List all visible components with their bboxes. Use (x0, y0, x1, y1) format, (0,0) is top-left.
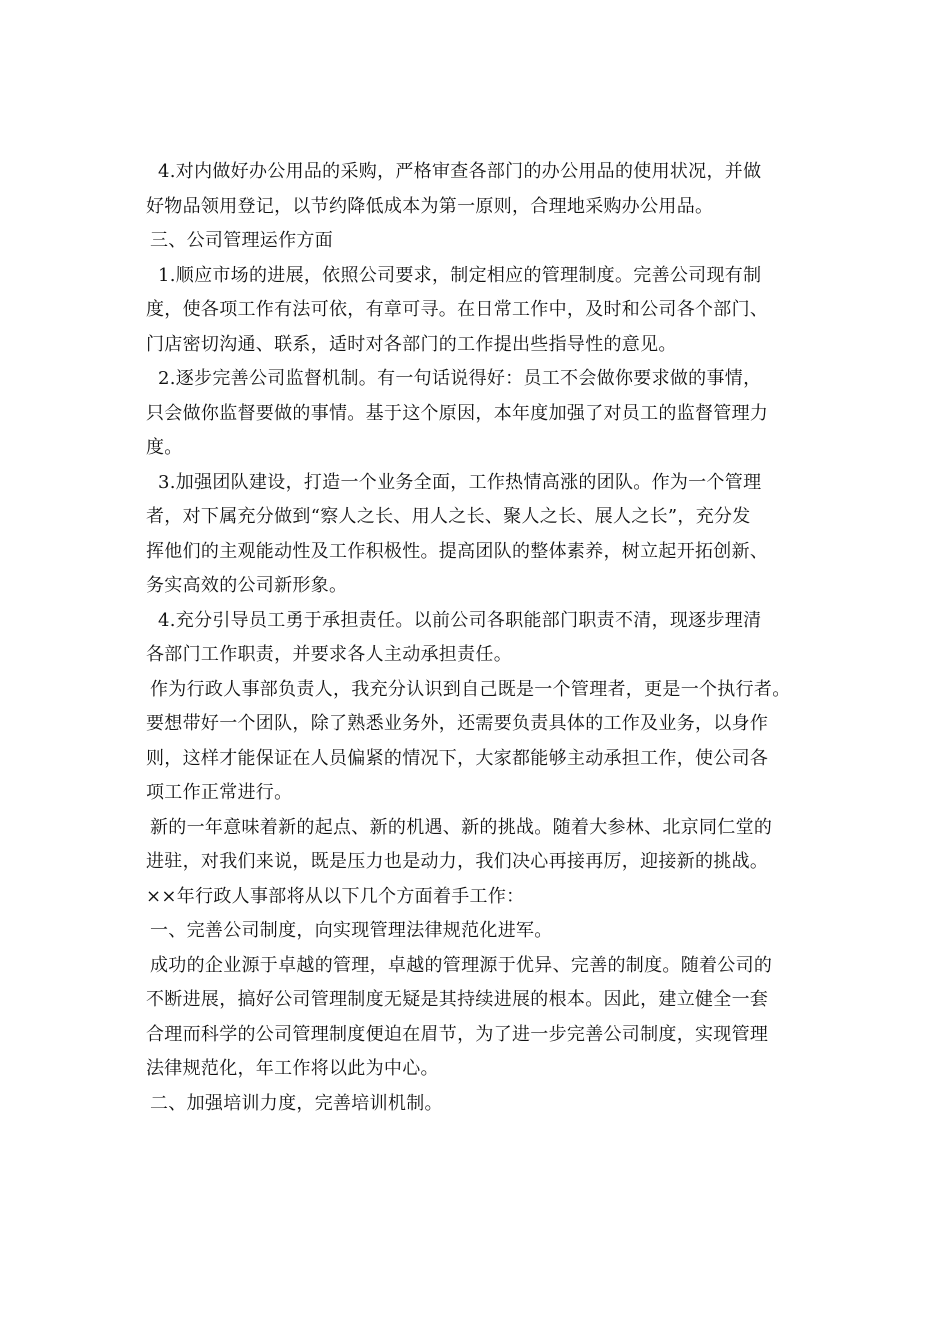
paragraph-line: 度。 (146, 437, 183, 458)
paragraph-line: 法律规范化，年工作将以此为中心。 (146, 1058, 439, 1079)
paragraph-line: 作为行政人事部负责人，我充分认识到自己既是一个管理者，更是一个执行者。 (150, 678, 791, 700)
paragraph-line: 度，使各项工作有法可依，有章可寻。在日常工作中，及时和公司各个部门、 (146, 299, 769, 320)
paragraph-line: 不断进展，搞好公司管理制度无疑是其持续进展的根本。因此，建立健全一套 (146, 989, 769, 1010)
paragraph-line: ××年行政人事部将从以下几个方面着手工作： (146, 885, 525, 907)
paragraph-line: 成功的企业源于卓越的管理，卓越的管理源于优异、完善的制度。随着公司的 (150, 954, 773, 976)
paragraph-line: 各部门工作职责，并要求各人主动承担责任。 (146, 644, 512, 665)
paragraph-line: 2.逐步完善公司监督机制。有一句话说得好：员工不会做你要求做的事情， (158, 368, 762, 389)
paragraph-line: 合理而科学的公司管理制度便迫在眉节，为了进一步完善公司制度，实现管理 (146, 1023, 769, 1045)
paragraph-line: 门店密切沟通、联系，适时对各部门的工作提出些指导性的意见。 (146, 333, 677, 355)
paragraph-line: 新的一年意味着新的起点、新的机遇、新的挑战。随着大参林、北京同仁堂的 (150, 816, 773, 838)
document-body (146, 155, 826, 1121)
section-heading: 一、完善公司制度，向实现管理法律规范化进军。 (150, 920, 553, 941)
paragraph-line: 进驻，对我们来说，既是压力也是动力，我们决心再接再厉，迎接新的挑战。 (146, 851, 769, 872)
paragraph-line: 1.顺应市场的进展，依照公司要求，制定相应的管理制度。完善公司现有制 (158, 264, 762, 286)
section-heading: 二、加强培训力度，完善培训机制。 (150, 1092, 443, 1114)
section-heading: 三、公司管理运作方面 (150, 230, 333, 251)
paragraph-line: 4.对内做好办公用品的采购，严格审查各部门的办公用品的使用状况，并做 (158, 161, 762, 182)
paragraph-line: 挥他们的主观能动性及工作积极性。提高团队的整体素养，树立起开拓创新、 (146, 540, 769, 562)
paragraph-line: 4.充分引导员工勇于承担责任。以前公司各职能部门职责不清，现逐步理清 (158, 609, 762, 631)
paragraph-line: 3.加强团队建设，打造一个业务全面，工作热情高涨的团队。作为一个管理 (158, 471, 762, 493)
paragraph-line: 者，对下属充分做到“察人之长、用人之长、聚人之长、展人之长”，充分发 (146, 506, 751, 527)
paragraph-line: 只会做你监督要做的事情。基于这个原因，本年度加强了对员工的监督管理力 (146, 402, 769, 424)
paragraph-line: 要想带好一个团队，除了熟悉业务外，还需要负责具体的工作及业务，以身作 (146, 713, 769, 734)
paragraph-line: 务实高效的公司新形象。 (146, 575, 348, 596)
paragraph-line: 项工作正常进行。 (146, 782, 293, 803)
paragraph-line: 好物品领用登记，以节约降低成本为第一原则，合理地采购办公用品。 (146, 195, 714, 217)
paragraph-line: 则，这样才能保证在人员偏紧的情况下，大家都能够主动承担工作，使公司各 (146, 747, 769, 769)
